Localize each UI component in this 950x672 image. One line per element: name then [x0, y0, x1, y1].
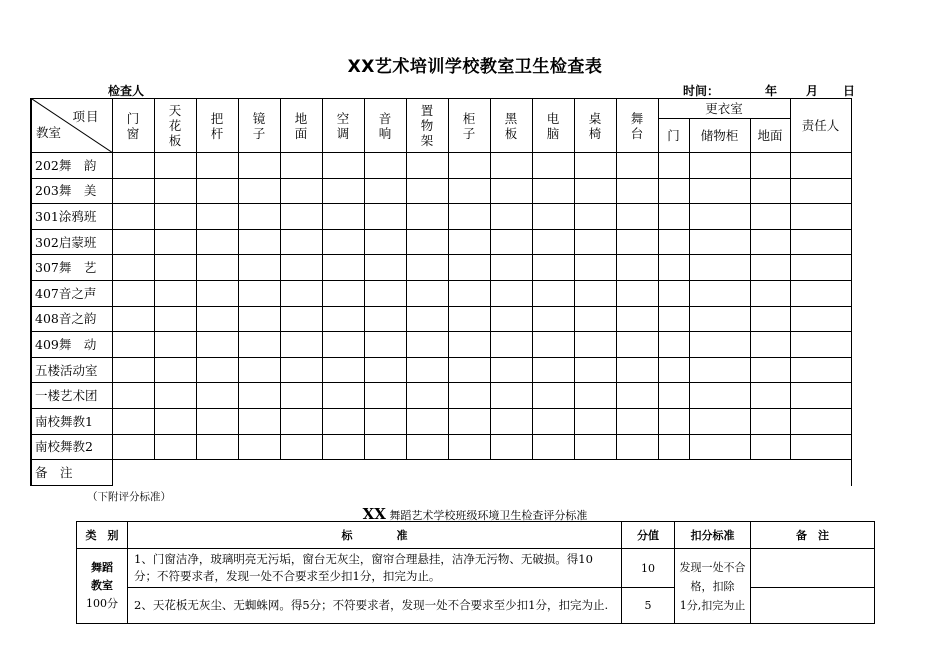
check-cell[interactable] — [112, 229, 154, 255]
check-cell[interactable] — [364, 280, 406, 306]
score-standard-title: XX 舞蹈艺术学校班级环境卫生检查评分标准 — [362, 505, 588, 523]
check-cell[interactable] — [750, 306, 790, 332]
check-cell[interactable] — [616, 178, 658, 204]
check-cell[interactable] — [574, 306, 616, 332]
check-cell[interactable] — [490, 229, 532, 255]
check-cell[interactable] — [750, 280, 790, 306]
check-cell[interactable] — [238, 332, 280, 358]
col-header: 音响 — [364, 99, 406, 153]
time-label: 时间： — [683, 84, 720, 98]
check-cell[interactable] — [364, 204, 406, 230]
check-cell[interactable] — [658, 255, 689, 281]
check-cell[interactable] — [790, 204, 851, 230]
check-cell[interactable] — [750, 204, 790, 230]
check-cell[interactable] — [574, 178, 616, 204]
col-header: 把杆 — [196, 99, 238, 153]
check-cell[interactable] — [658, 383, 689, 409]
check-cell[interactable] — [406, 229, 448, 255]
day-label: 日 — [843, 84, 856, 98]
table-row — [31, 306, 851, 332]
check-cell[interactable] — [112, 434, 154, 460]
check-cell[interactable] — [689, 332, 750, 358]
locker-sub-cabinet: 储物柜 — [689, 119, 750, 153]
check-cell[interactable] — [280, 280, 322, 306]
remark-cell — [751, 588, 875, 624]
check-cell[interactable] — [616, 408, 658, 434]
check-cell[interactable] — [689, 204, 750, 230]
col-header: 天花板 — [154, 99, 196, 153]
responsible-header: 责任人 — [790, 99, 851, 153]
check-cell[interactable] — [490, 204, 532, 230]
check-cell[interactable] — [406, 280, 448, 306]
check-cell[interactable] — [689, 306, 750, 332]
check-cell[interactable] — [154, 229, 196, 255]
col-header: 舞台 — [616, 99, 658, 153]
room-name: 301涂鸦班 — [31, 204, 112, 230]
inspector-label: 检查人 — [108, 84, 145, 98]
check-cell[interactable] — [112, 383, 154, 409]
check-cell[interactable] — [364, 408, 406, 434]
year-label: 年 — [765, 84, 778, 98]
check-cell[interactable] — [658, 357, 689, 383]
locker-sub-floor: 地面 — [750, 119, 790, 153]
check-cell[interactable] — [280, 178, 322, 204]
check-cell[interactable] — [658, 153, 689, 179]
page-title: XX艺术培训学校教室卫生检查表 — [347, 57, 603, 77]
check-cell[interactable] — [322, 153, 364, 179]
remark-label: 备 注 — [31, 460, 112, 486]
check-cell[interactable] — [364, 357, 406, 383]
check-cell[interactable] — [750, 229, 790, 255]
check-cell[interactable] — [238, 383, 280, 409]
check-cell[interactable] — [532, 434, 574, 460]
room-name: 202舞 韵 — [31, 153, 112, 179]
locker-sub-door: 门 — [658, 119, 689, 153]
table-row — [31, 383, 851, 409]
check-cell[interactable] — [790, 332, 851, 358]
check-cell[interactable] — [448, 408, 490, 434]
table-row — [31, 229, 851, 255]
check-cell[interactable] — [238, 408, 280, 434]
table-row — [31, 280, 851, 306]
check-cell[interactable] — [112, 306, 154, 332]
check-cell[interactable] — [112, 255, 154, 281]
standard-text: 1、门窗洁净，玻璃明亮无污垢，窗台无灰尘，窗帘合理悬挂，洁净无污物、无破损。得10分；不符要求者，发现一处不合要求至少扣1分，扣完为止。 — [128, 549, 622, 588]
check-cell[interactable] — [616, 357, 658, 383]
check-cell[interactable] — [689, 434, 750, 460]
check-cell[interactable] — [790, 408, 851, 434]
attached-note: （下附评分标准） — [87, 491, 171, 503]
check-cell[interactable] — [490, 178, 532, 204]
check-cell[interactable] — [196, 229, 238, 255]
check-cell[interactable] — [616, 255, 658, 281]
check-cell[interactable] — [448, 178, 490, 204]
table-row — [31, 332, 851, 358]
check-cell[interactable] — [616, 229, 658, 255]
room-name: 南校舞教1 — [31, 408, 112, 434]
check-cell[interactable] — [406, 408, 448, 434]
check-cell[interactable] — [196, 178, 238, 204]
table-row — [31, 434, 851, 460]
check-cell[interactable] — [790, 280, 851, 306]
check-cell[interactable] — [364, 434, 406, 460]
check-cell[interactable] — [689, 383, 750, 409]
check-cell[interactable] — [790, 229, 851, 255]
check-cell[interactable] — [750, 255, 790, 281]
check-cell[interactable] — [750, 357, 790, 383]
col-header: 桌椅 — [574, 99, 616, 153]
score-header-standard: 标 准 — [128, 522, 622, 549]
check-cell[interactable] — [490, 153, 532, 179]
check-cell[interactable] — [490, 280, 532, 306]
check-cell[interactable] — [574, 383, 616, 409]
check-cell[interactable] — [689, 357, 750, 383]
check-cell[interactable] — [322, 204, 364, 230]
room-name: 203舞 美 — [31, 178, 112, 204]
deduction-cell: 发现一处不合格，扣除 1分,扣完为止 — [675, 549, 751, 624]
check-cell[interactable] — [448, 383, 490, 409]
col-header: 空调 — [322, 99, 364, 153]
check-cell[interactable] — [196, 153, 238, 179]
check-cell[interactable] — [154, 383, 196, 409]
check-cell[interactable] — [490, 306, 532, 332]
locker-group-header: 更衣室 — [658, 99, 790, 119]
month-label: 月 — [806, 84, 819, 98]
check-cell[interactable] — [574, 280, 616, 306]
check-cell[interactable] — [154, 255, 196, 281]
check-cell[interactable] — [112, 357, 154, 383]
header-diagonal-cell — [31, 99, 112, 153]
check-cell[interactable] — [238, 357, 280, 383]
check-cell[interactable] — [689, 280, 750, 306]
check-cell[interactable] — [448, 357, 490, 383]
check-cell[interactable] — [574, 332, 616, 358]
col-header: 黑板 — [490, 99, 532, 153]
check-cell[interactable] — [196, 306, 238, 332]
check-cell[interactable] — [574, 357, 616, 383]
check-cell[interactable] — [790, 153, 851, 179]
check-cell[interactable] — [238, 434, 280, 460]
check-cell[interactable] — [448, 153, 490, 179]
score-value: 10 — [622, 549, 675, 588]
check-cell[interactable] — [364, 178, 406, 204]
check-cell[interactable] — [448, 255, 490, 281]
check-cell[interactable] — [750, 434, 790, 460]
check-cell[interactable] — [154, 204, 196, 230]
remark-content[interactable] — [112, 460, 851, 486]
check-cell[interactable] — [532, 306, 574, 332]
check-cell[interactable] — [322, 408, 364, 434]
check-cell[interactable] — [196, 434, 238, 460]
check-cell[interactable] — [154, 178, 196, 204]
check-cell[interactable] — [154, 357, 196, 383]
check-cell[interactable] — [112, 178, 154, 204]
check-cell[interactable] — [790, 306, 851, 332]
check-cell[interactable] — [490, 408, 532, 434]
check-cell[interactable] — [574, 255, 616, 281]
table-row — [31, 357, 851, 383]
check-cell[interactable] — [574, 408, 616, 434]
check-cell[interactable] — [490, 255, 532, 281]
check-cell[interactable] — [364, 255, 406, 281]
check-cell[interactable] — [196, 332, 238, 358]
check-cell[interactable] — [658, 280, 689, 306]
check-cell[interactable] — [574, 153, 616, 179]
table-row — [31, 178, 851, 204]
col-header: 地面 — [280, 99, 322, 153]
check-cell[interactable] — [364, 153, 406, 179]
check-cell[interactable] — [280, 153, 322, 179]
check-cell[interactable] — [689, 408, 750, 434]
check-cell[interactable] — [532, 229, 574, 255]
check-cell[interactable] — [238, 229, 280, 255]
check-cell[interactable] — [574, 434, 616, 460]
score-header-points: 分值 — [622, 522, 675, 549]
check-cell[interactable] — [616, 434, 658, 460]
check-cell[interactable] — [280, 408, 322, 434]
check-cell[interactable] — [448, 434, 490, 460]
check-cell[interactable] — [406, 204, 448, 230]
check-cell[interactable] — [196, 383, 238, 409]
check-cell[interactable] — [280, 255, 322, 281]
check-cell[interactable] — [280, 332, 322, 358]
check-cell[interactable] — [238, 153, 280, 179]
check-cell[interactable] — [448, 306, 490, 332]
check-cell[interactable] — [616, 383, 658, 409]
check-cell[interactable] — [364, 229, 406, 255]
remark-row — [31, 460, 851, 486]
check-cell[interactable] — [658, 229, 689, 255]
col-header: 电脑 — [532, 99, 574, 153]
check-cell[interactable] — [448, 280, 490, 306]
table-row — [31, 204, 851, 230]
check-cell[interactable] — [448, 229, 490, 255]
room-name: 302启蒙班 — [31, 229, 112, 255]
check-cell[interactable] — [750, 153, 790, 179]
check-cell[interactable] — [154, 153, 196, 179]
check-cell[interactable] — [750, 178, 790, 204]
check-cell[interactable] — [532, 383, 574, 409]
check-cell[interactable] — [406, 357, 448, 383]
check-cell[interactable] — [532, 178, 574, 204]
check-cell[interactable] — [112, 153, 154, 179]
check-cell[interactable] — [322, 434, 364, 460]
check-cell[interactable] — [322, 229, 364, 255]
check-cell[interactable] — [322, 280, 364, 306]
diag-room-label: 教室 — [36, 125, 62, 140]
check-cell[interactable] — [280, 229, 322, 255]
diag-item-label: 项目 — [72, 109, 100, 124]
score-header-remark: 备 注 — [751, 522, 875, 549]
room-name: 南校舞教2 — [31, 434, 112, 460]
col-header: 置物架 — [406, 99, 448, 153]
score-value: 5 — [622, 588, 675, 624]
check-cell[interactable] — [112, 408, 154, 434]
check-cell[interactable] — [616, 204, 658, 230]
check-cell[interactable] — [322, 383, 364, 409]
check-cell[interactable] — [790, 434, 851, 460]
check-cell[interactable] — [196, 255, 238, 281]
check-cell[interactable] — [448, 204, 490, 230]
check-cell[interactable] — [154, 306, 196, 332]
room-name: 307舞 艺 — [31, 255, 112, 281]
check-cell[interactable] — [406, 383, 448, 409]
check-cell[interactable] — [280, 434, 322, 460]
check-cell[interactable] — [689, 255, 750, 281]
check-cell[interactable] — [532, 357, 574, 383]
standard-text: 2、天花板无灰尘、无蜘蛛网。得5分；不符要求者，发现一处不合要求至少扣1分，扣完为止. — [128, 588, 622, 624]
col-header: 镜子 — [238, 99, 280, 153]
check-cell[interactable] — [616, 332, 658, 358]
check-cell[interactable] — [532, 255, 574, 281]
check-cell[interactable] — [490, 357, 532, 383]
check-cell[interactable] — [532, 408, 574, 434]
check-cell[interactable] — [280, 204, 322, 230]
check-cell[interactable] — [689, 229, 750, 255]
score-table — [76, 521, 875, 624]
check-cell[interactable] — [280, 306, 322, 332]
check-cell[interactable] — [154, 332, 196, 358]
check-cell[interactable] — [616, 153, 658, 179]
score-header-category: 类 别 — [77, 522, 128, 549]
col-header: 柜子 — [448, 99, 490, 153]
check-cell[interactable] — [658, 408, 689, 434]
check-cell[interactable] — [364, 332, 406, 358]
room-name: 五楼活动室 — [31, 357, 112, 383]
check-cell[interactable] — [532, 280, 574, 306]
check-cell[interactable] — [154, 434, 196, 460]
check-cell[interactable] — [658, 204, 689, 230]
check-cell[interactable] — [238, 255, 280, 281]
check-cell[interactable] — [574, 204, 616, 230]
check-cell[interactable] — [689, 178, 750, 204]
check-cell[interactable] — [750, 332, 790, 358]
check-cell[interactable] — [112, 204, 154, 230]
check-cell[interactable] — [196, 280, 238, 306]
check-cell[interactable] — [490, 434, 532, 460]
check-cell[interactable] — [750, 383, 790, 409]
room-name: 一楼艺术团 — [31, 383, 112, 409]
check-cell[interactable] — [238, 280, 280, 306]
check-cell[interactable] — [658, 178, 689, 204]
check-cell[interactable] — [532, 332, 574, 358]
check-cell[interactable] — [406, 332, 448, 358]
check-cell[interactable] — [574, 229, 616, 255]
category-cell: 舞蹈 教室 100分 — [77, 549, 128, 624]
check-cell[interactable] — [112, 332, 154, 358]
check-cell[interactable] — [238, 204, 280, 230]
check-cell[interactable] — [322, 332, 364, 358]
check-cell[interactable] — [750, 408, 790, 434]
check-cell[interactable] — [238, 178, 280, 204]
inspection-table — [30, 98, 852, 486]
score-header-deduction: 扣分标准 — [675, 522, 751, 549]
remark-cell — [751, 549, 875, 588]
check-cell[interactable] — [658, 434, 689, 460]
check-cell[interactable] — [689, 153, 750, 179]
check-cell[interactable] — [238, 306, 280, 332]
table-row — [31, 153, 851, 179]
check-cell[interactable] — [196, 408, 238, 434]
check-cell[interactable] — [322, 255, 364, 281]
check-cell[interactable] — [616, 306, 658, 332]
col-header: 门窗 — [112, 99, 154, 153]
check-cell[interactable] — [196, 357, 238, 383]
check-cell[interactable] — [364, 383, 406, 409]
check-cell[interactable] — [532, 153, 574, 179]
check-cell[interactable] — [490, 383, 532, 409]
table-row — [31, 408, 851, 434]
check-cell[interactable] — [322, 306, 364, 332]
check-cell[interactable] — [406, 306, 448, 332]
check-cell[interactable] — [658, 306, 689, 332]
check-cell[interactable] — [280, 357, 322, 383]
check-cell[interactable] — [658, 332, 689, 358]
check-cell[interactable] — [112, 280, 154, 306]
check-cell[interactable] — [790, 383, 851, 409]
check-cell[interactable] — [154, 408, 196, 434]
check-cell[interactable] — [790, 255, 851, 281]
room-name: 407音之声 — [31, 280, 112, 306]
check-cell[interactable] — [322, 357, 364, 383]
check-cell[interactable] — [790, 357, 851, 383]
room-name: 409舞 动 — [31, 332, 112, 358]
check-cell[interactable] — [490, 332, 532, 358]
table-row — [31, 255, 851, 281]
check-cell[interactable] — [322, 178, 364, 204]
check-cell[interactable] — [406, 178, 448, 204]
check-cell[interactable] — [406, 153, 448, 179]
check-cell[interactable] — [406, 255, 448, 281]
check-cell[interactable] — [532, 204, 574, 230]
room-name: 408音之韵 — [31, 306, 112, 332]
check-cell[interactable] — [196, 204, 238, 230]
check-cell[interactable] — [406, 434, 448, 460]
check-cell[interactable] — [790, 178, 851, 204]
check-cell[interactable] — [364, 306, 406, 332]
check-cell[interactable] — [280, 383, 322, 409]
check-cell[interactable] — [616, 280, 658, 306]
check-cell[interactable] — [154, 280, 196, 306]
check-cell[interactable] — [448, 332, 490, 358]
